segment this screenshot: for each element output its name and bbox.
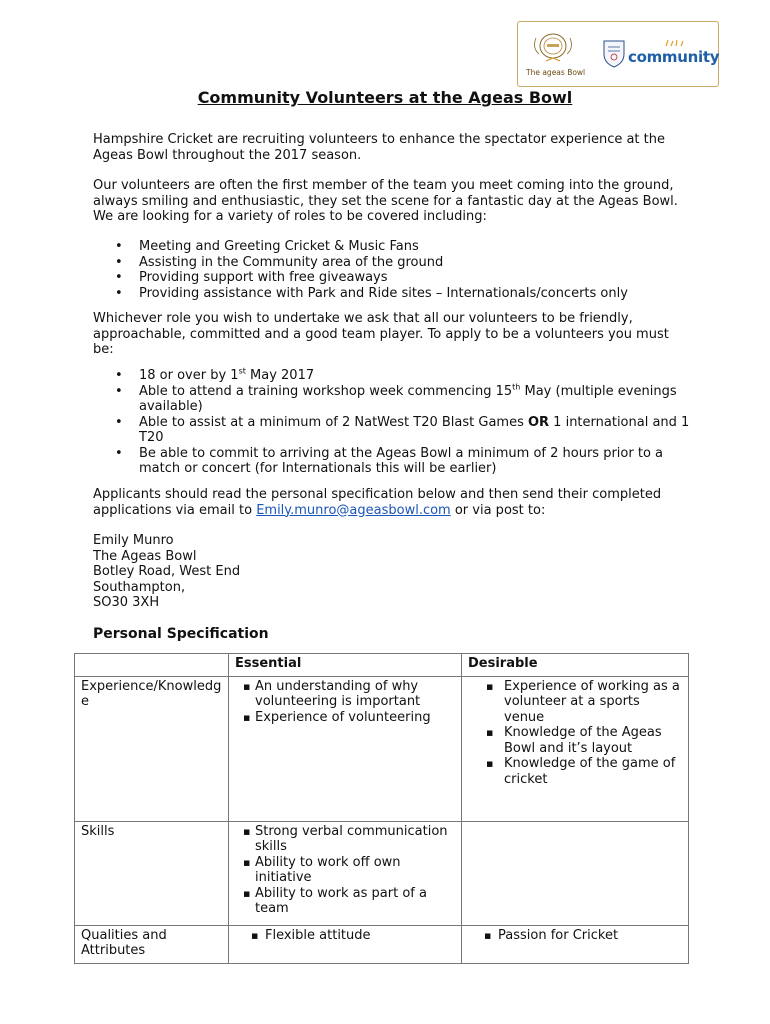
desirable-cell xyxy=(462,821,689,925)
list-item: • Providing assistance with Park and Ride sites – Internationals/concerts only xyxy=(93,286,703,302)
list-item: • Assisting in the Community area of the ground xyxy=(93,255,703,271)
table-row xyxy=(75,821,689,925)
venue-caption: The ageas Bowl xyxy=(526,68,586,77)
spec-table xyxy=(74,653,689,964)
list-item: • Meeting and Greeting Cricket & Music Fans xyxy=(93,239,703,255)
postal-address xyxy=(93,533,240,611)
apply-paragraph: Applicants should read the personal specification below and then send their completed applications via email to Emily.munro@ageasbowl.com or via post to: xyxy=(93,487,662,518)
sponsor-logo-box xyxy=(517,21,719,87)
essential-cell xyxy=(229,821,462,925)
essential-cell xyxy=(229,676,462,821)
address-line: Botley Road, West End xyxy=(93,564,241,579)
row-label: Experience/Knowledge xyxy=(75,676,229,821)
table-header-row xyxy=(75,654,689,677)
header-cell-desirable: Desirable xyxy=(462,654,689,677)
community-accent-icon xyxy=(664,38,694,48)
page-title: Community Volunteers at the Ageas Bowl xyxy=(197,88,573,107)
list-item: ▪ Knowledge of the game of cricket xyxy=(468,756,682,787)
list-item: • Able to attend a training workshop week commencing 15th May (multiple evenings available) xyxy=(93,384,693,415)
address-line: Emily Munro xyxy=(93,533,174,548)
list-item: ▪ Knowledge of the Ageas Bowl and it’s layout xyxy=(468,725,682,756)
list-item: ▪ Strong verbal communication skills xyxy=(235,824,455,855)
essential-cell xyxy=(229,925,462,963)
header-cell xyxy=(75,654,229,677)
about-paragraph: Our volunteers are often the first member of the team you meet coming into the ground, always smiling and enthusiastic, they set the scene for a fantastic day at the Ageas Bowl. We are looking for a variety of roles to be covered including: xyxy=(93,178,678,224)
list-item: • Providing support with free giveaways xyxy=(93,270,703,286)
row-label: Skills xyxy=(75,821,229,925)
address-line: Southampton, xyxy=(93,579,186,595)
email-link[interactable]: Emily.munro@ageasbowl.com xyxy=(256,502,451,518)
table-row xyxy=(75,676,689,821)
list-item: • Be able to commit to arriving at the Ageas Bowl a minimum of 2 hours prior to a match or concert (for Internationals this will be earlier) xyxy=(93,446,693,477)
requirements-list xyxy=(93,368,693,477)
list-item: ▪ Ability to work off own initiative xyxy=(235,855,455,886)
hampshire-cricket-badge-icon xyxy=(602,38,626,68)
list-item: ▪ Flexible attitude xyxy=(235,928,455,944)
requirements-intro: Whichever role you wish to undertake we ask that all our volunteers to be friendly, approachable, committed and a good team player. To apply to be a volunteers you must be: xyxy=(93,311,669,357)
list-item: ▪ Ability to work as part of a team xyxy=(235,886,455,917)
list-item: • 18 or over by 1st May 2017 xyxy=(93,368,693,384)
intro-paragraph: Hampshire Cricket are recruiting volunteers to enhance the spectator experience at the Ageas Bowl throughout the 2017 season. xyxy=(93,132,665,163)
header-cell-essential: Essential xyxy=(229,654,462,677)
ageas-bowl-seal-icon xyxy=(528,28,578,68)
address-line: SO30 3XH xyxy=(93,595,160,610)
roles-list xyxy=(93,239,703,301)
list-item: ▪ Passion for Cricket xyxy=(468,928,682,944)
desirable-cell xyxy=(462,676,689,821)
table-row xyxy=(75,925,689,963)
list-item: ▪ Experience of volunteering xyxy=(235,710,455,726)
desirable-cell xyxy=(462,925,689,963)
community-wordmark: community xyxy=(628,48,720,66)
list-item: • Able to assist at a minimum of 2 NatWest T20 Blast Games OR 1 international and 1 T20 xyxy=(93,415,693,446)
list-item: ▪ An understanding of why volunteering is important xyxy=(235,679,455,710)
row-label: Qualities and Attributes xyxy=(75,925,229,963)
list-item: ▪ Experience of working as a volunteer at a sports venue xyxy=(468,679,682,726)
spec-heading: Personal Specification xyxy=(93,626,269,642)
address-line: The Ageas Bowl xyxy=(93,548,197,564)
